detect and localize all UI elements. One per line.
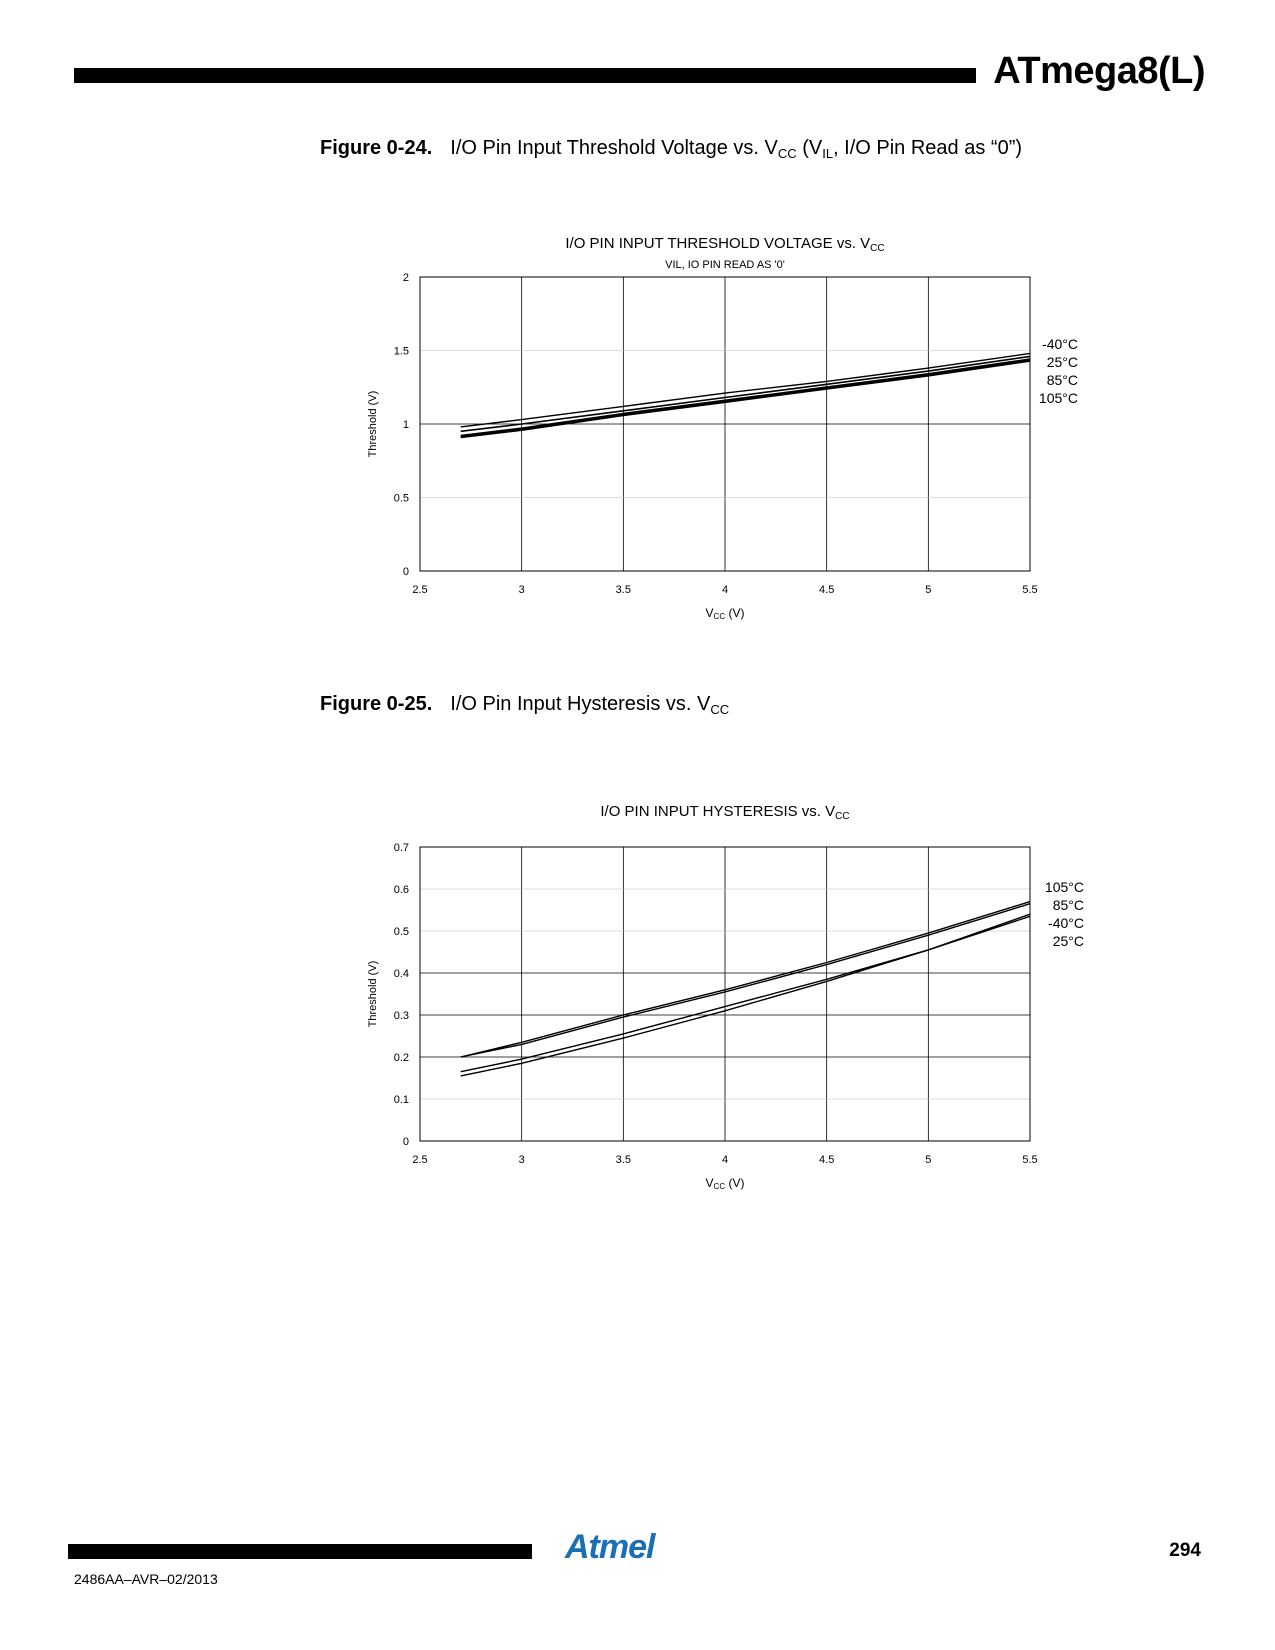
x-axis-label bbox=[706, 606, 745, 621]
hysteresis-chart bbox=[0, 790, 1275, 1210]
x-tick-label: 4 bbox=[721, 584, 729, 596]
legend-label: 25°C bbox=[1052, 933, 1084, 949]
y-tick-label: 0.5 bbox=[393, 926, 409, 938]
chart-title-text: I/O PIN INPUT HYSTERESIS vs. V bbox=[600, 803, 836, 820]
caption-text: I/O Pin Input Hysteresis vs. V bbox=[450, 693, 711, 715]
legend-label: -40°C bbox=[1048, 915, 1084, 931]
figure-caption-24 bbox=[320, 137, 1022, 161]
y-tick-label: 0.3 bbox=[393, 1010, 409, 1022]
caption-sub: CC bbox=[710, 702, 730, 717]
footer-rule bbox=[68, 1544, 532, 1559]
caption-text-post: , I/O Pin Read as “0”) bbox=[833, 137, 1023, 159]
caption-sub: CC bbox=[777, 146, 797, 161]
y-tick-label: 1 bbox=[402, 419, 409, 431]
y-axis-label: Threshold (V) bbox=[367, 960, 379, 1028]
chart-title bbox=[600, 803, 849, 822]
header-rule bbox=[74, 68, 976, 83]
x-axis-label-sub: CC bbox=[713, 612, 726, 621]
legend-label: 85°C bbox=[1052, 897, 1084, 913]
legend-label: 25°C bbox=[1046, 354, 1078, 370]
x-tick-label: 3.5 bbox=[615, 584, 631, 596]
series-line bbox=[461, 902, 1030, 1057]
atmel-logo: Atmel bbox=[565, 1528, 655, 1566]
y-tick-label: 0.4 bbox=[393, 968, 409, 980]
x-tick-label: 4 bbox=[721, 1154, 729, 1166]
x-axis-label-text: V bbox=[705, 1176, 714, 1190]
x-tick-label: 4.5 bbox=[819, 1154, 835, 1166]
x-tick-label: 4.5 bbox=[819, 584, 835, 596]
caption-text-mid: (V bbox=[796, 137, 823, 159]
x-tick-label: 2.5 bbox=[412, 584, 428, 596]
x-axis-label-sub: CC bbox=[713, 1182, 726, 1191]
y-axis-label: Threshold (V) bbox=[367, 390, 379, 458]
series-line bbox=[461, 904, 1030, 1057]
y-tick-label: 0.6 bbox=[393, 884, 409, 896]
legend-label: 85°C bbox=[1046, 372, 1078, 388]
y-tick-label: 0.5 bbox=[393, 492, 409, 505]
series-line bbox=[461, 356, 1030, 431]
x-tick-label: 5 bbox=[925, 584, 932, 596]
threshold-voltage-chart bbox=[0, 226, 1275, 646]
y-tick-label: 0 bbox=[402, 1136, 409, 1148]
figure-number: Figure 0-24. bbox=[320, 137, 433, 159]
y-tick-label: 2 bbox=[402, 272, 409, 284]
x-axis-label-unit: (V) bbox=[725, 1176, 745, 1190]
page-number: 294 bbox=[1169, 1540, 1201, 1561]
x-axis-label bbox=[706, 1176, 745, 1191]
legend-label: 105°C bbox=[1044, 879, 1084, 895]
document-title: ATmega8(L) bbox=[993, 50, 1205, 92]
y-tick-label: 0 bbox=[402, 566, 409, 578]
x-axis-label-text: V bbox=[705, 606, 714, 620]
x-tick-label: 5.5 bbox=[1022, 584, 1038, 596]
document-code: 2486AA–AVR–02/2013 bbox=[74, 1571, 218, 1587]
x-tick-label: 3 bbox=[518, 1154, 525, 1166]
legend-label: 105°C bbox=[1038, 390, 1078, 406]
figure-number: Figure 0-25. bbox=[320, 693, 433, 715]
y-tick-label: 0.2 bbox=[393, 1052, 409, 1064]
y-tick-label: 1.5 bbox=[393, 345, 409, 358]
caption-sub-2: IL bbox=[822, 146, 834, 161]
chart-title-sub: CC bbox=[870, 243, 885, 254]
x-tick-label: 3.5 bbox=[615, 1154, 631, 1166]
figure-caption-25 bbox=[320, 693, 729, 717]
chart-subtitle: VIL, IO PIN READ AS '0' bbox=[665, 259, 785, 271]
chart-title-text: I/O PIN INPUT THRESHOLD VOLTAGE vs. V bbox=[565, 235, 871, 252]
series-line bbox=[461, 361, 1030, 437]
legend-label: -40°C bbox=[1042, 336, 1078, 352]
x-axis-label-unit: (V) bbox=[725, 606, 745, 620]
x-tick-label: 5 bbox=[925, 1154, 932, 1166]
chart-title-sub: CC bbox=[835, 811, 850, 822]
series-line bbox=[461, 916, 1030, 1071]
series-line bbox=[461, 914, 1030, 1076]
y-tick-label: 0.1 bbox=[393, 1094, 409, 1106]
y-tick-label: 0.7 bbox=[393, 842, 409, 854]
x-tick-label: 2.5 bbox=[412, 1154, 428, 1166]
series-line bbox=[461, 353, 1030, 427]
caption-text: I/O Pin Input Threshold Voltage vs. V bbox=[450, 137, 778, 159]
x-tick-label: 3 bbox=[518, 584, 525, 596]
x-tick-label: 5.5 bbox=[1022, 1154, 1038, 1166]
chart-title bbox=[565, 235, 884, 254]
